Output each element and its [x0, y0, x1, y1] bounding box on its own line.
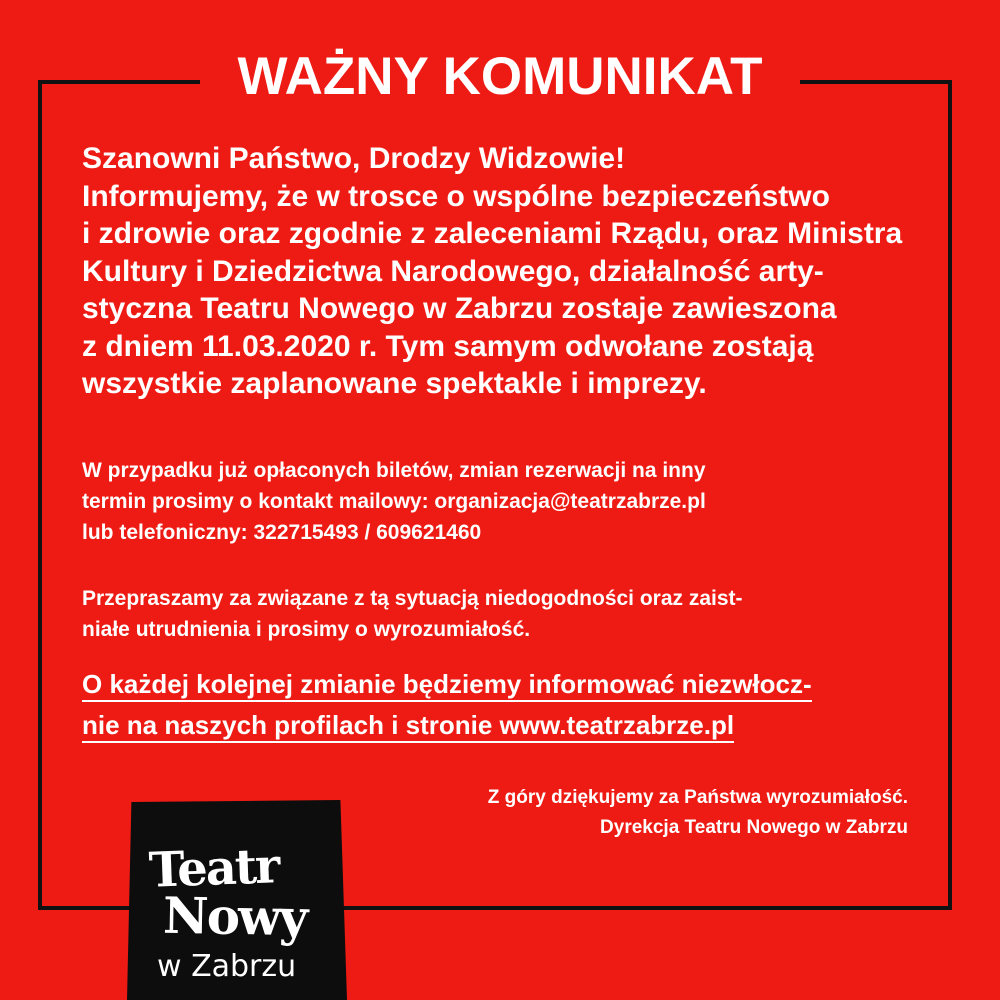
main-line: Kultury i Dziedzictwa Narodowego, działalność arty- — [82, 254, 824, 288]
main-line: z dniem 11.03.2020 r. Tym samym odwołane zostają — [82, 329, 814, 363]
apology-line: niałe utrudnienia i prosimy o wyrozumiałość. — [82, 618, 531, 641]
main-announcement — [82, 140, 942, 403]
theatre-logo — [127, 800, 347, 1000]
theatre-logo-icon — [127, 800, 347, 1000]
main-line: Szanowni Państwo, Drodzy Widzowie! — [82, 142, 626, 175]
main-line: Informujemy, że w trosce o wspólne bezpieczeństwo — [82, 179, 830, 213]
logo-line-nowy: Nowy — [162, 885, 307, 948]
page-title: WAŻNY KOMUNIKAT — [200, 42, 800, 112]
contact-info — [82, 455, 942, 548]
logo-line-zabrzu: w Zabrzu — [157, 949, 297, 984]
contact-line: W przypadku już opłaconych biletów, zmian rezerwacji na inny — [82, 459, 706, 482]
contact-line: termin prosimy o kontakt mailowy: organizacja@teatrzabrze.pl — [82, 490, 706, 513]
notice-line: O każdej kolejnej zmianie będziemy informować niezwłocz- — [82, 668, 812, 702]
main-line: i zdrowie oraz zgodnie z zaleceniami Rządu, oraz Ministra — [82, 217, 903, 250]
signature — [488, 783, 908, 843]
main-line: wszystkie zaplanowane spektakle i imprezy. — [82, 367, 707, 400]
apology-line: Przepraszamy za związane z tą sytuacją niedogodności oraz zaist- — [82, 587, 743, 610]
update-notice — [82, 665, 942, 747]
signature-line: Dyrekcja Teatru Nowego w Zabrzu — [600, 817, 908, 838]
logo-line-teatr: Teatr — [148, 838, 280, 899]
signature-line: Z góry dziękujemy za Państwa wyrozumiałość. — [487, 787, 908, 808]
contact-line: lub telefoniczny: 322715493 / 609621460 — [82, 521, 482, 544]
apology-text — [82, 583, 942, 645]
notice-line: nie na naszych profilach i stronie www.teatrzabrze.pl — [82, 709, 734, 743]
main-line: styczna Teatru Nowego w Zabrzu zostaje zawieszona — [82, 292, 837, 325]
